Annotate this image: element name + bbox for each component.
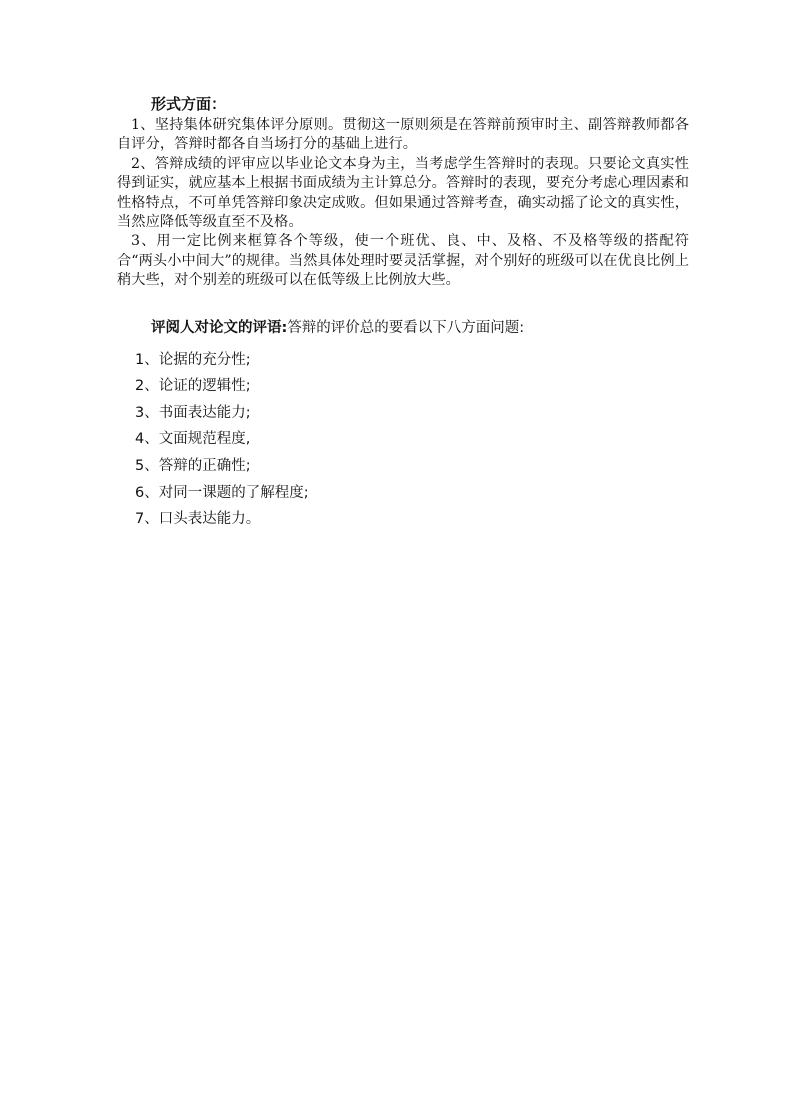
review-title: 评阅人对论文的评语: [151, 319, 288, 336]
list-item: 5、答辩的正确性; [135, 458, 251, 475]
review-section [117, 318, 689, 530]
document-body [117, 94, 689, 536]
form-section-heading: 形式方面： [151, 95, 227, 113]
list-item: 6、对同一课题的了解程度; [135, 484, 309, 501]
list-item: 4、文面规范程度, [135, 431, 251, 448]
list-item: 2、论证的逻辑性; [135, 378, 251, 395]
review-criteria-list [117, 350, 689, 530]
review-heading-line [151, 318, 689, 338]
list-item: 7、口头表达能力。 [135, 511, 261, 528]
form-paragraph-2: 2、答辩成绩的评审应以毕业论文本身为主，当考虑学生答辩时的表现。只要论文真实性得到证实，就应基本上根据书面成绩为主计算总分。答辩时的表现，要充分考虑心理因素和性格特点，不可单凭答辩印象决定成败。但如果通过答辩考查，确实动摇了论文的真实性，当然应降低等级直至不及格。 [117, 155, 689, 231]
list-item: 3、书面表达能力; [135, 404, 251, 421]
list-item: 1、论据的充分性; [135, 351, 251, 368]
review-intro: 答辩的评价总的要看以下八方面问题: [287, 319, 525, 336]
form-paragraph-3: 3、用一定比例来框算各个等级，使一个班优、良、中、及格、不及格等级的搭配符合“两头小中间大”的规律。当然具体处理时要灵活掌握，对个别好的班级可以在优良比例上稍大些，对个别差的班级可以在低等级上比例放大些。 [117, 233, 689, 289]
form-paragraph-1: 1、坚持集体研究集体评分原则。贯彻这一原则须是在答辩前预审时主、副答辩教师都各自评分，答辩时都各自当场打分的基础上进行。 [117, 117, 689, 153]
